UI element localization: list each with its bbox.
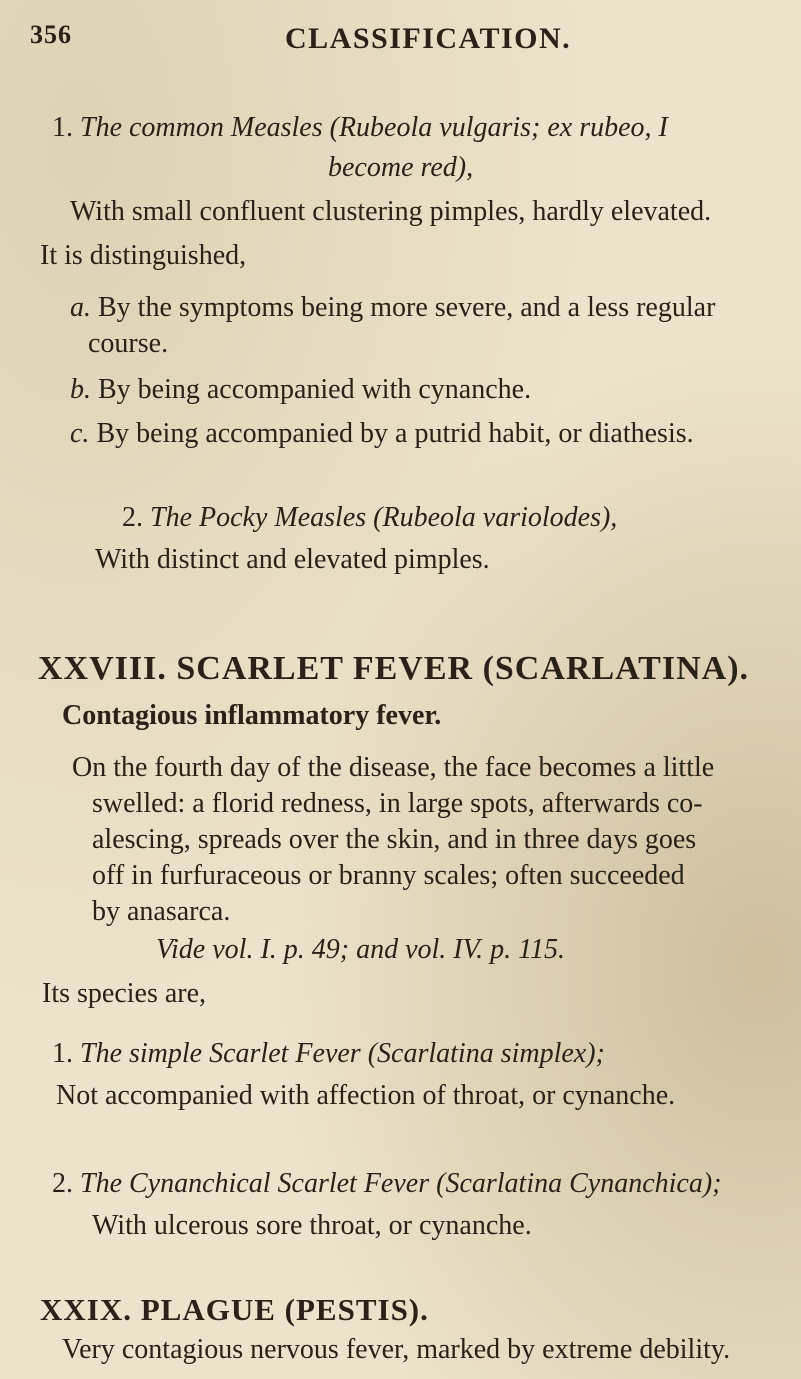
scarlet-desc-line-5: by anasarca. [92, 896, 231, 927]
scarlet-desc-line-3: alescing, spreads over the skin, and in three days goes [92, 824, 697, 855]
scarlet-desc-line-2: swelled: a florid redness, in large spots, afterwards co- [92, 788, 703, 819]
scarlet-species-label: Its species are, [42, 978, 207, 1009]
scarlet-species-2-desc: With ulcerous sore throat, or cynanche. [92, 1210, 532, 1241]
scarlet-vide-reference: Vide vol. I. p. 49; and vol. IV. p. 115. [156, 934, 566, 965]
scarlet-desc-line-1: On the fourth day of the disease, the face becomes a little [72, 752, 715, 783]
distinction-a: a. By the symptoms being more severe, and a less regular [70, 292, 716, 323]
plague-desc: Very contagious nervous fever, marked by extreme debility. [62, 1334, 731, 1365]
page-number: 356 [30, 20, 72, 49]
measles-species-1: 1. The common Measles (Rubeola vulgaris; ex rubeo, I [52, 112, 668, 143]
scarlet-species-1-desc: Not accompanied with affection of throat, or cynanche. [56, 1080, 676, 1111]
scarlet-species-2: 2. The Cynanchical Scarlet Fever (Scarlatina Cynanchica); [52, 1168, 722, 1199]
measles-species-2: 2. The Pocky Measles (Rubeola variolodes), [122, 502, 618, 533]
scarlet-fever-subtitle: Contagious inflammatory fever. [62, 700, 442, 731]
distinction-b: b. By being accompanied with cynanche. [70, 374, 532, 405]
scarlet-fever-heading: XXVIII. SCARLET FEVER (SCARLATINA). [38, 650, 750, 687]
distinction-c: c. By being accompanied by a putrid habit, or diathesis. [70, 418, 694, 449]
plague-heading: XXIX. PLAGUE (PESTIS). [40, 1292, 429, 1327]
distinction-a-cont: course. [88, 328, 169, 359]
distinguished-label: It is distinguished, [40, 240, 247, 271]
running-title: CLASSIFICATION. [285, 22, 572, 55]
measles-species-2-desc: With distinct and elevated pimples. [95, 544, 490, 575]
measles-species-1-cont: become red), [328, 152, 474, 183]
measles-species-1-desc: With small confluent clustering pimples, hardly elevated. [70, 196, 712, 227]
scarlet-desc-line-4: off in furfuraceous or branny scales; often succeeded [92, 860, 685, 891]
scarlet-species-1: 1. The simple Scarlet Fever (Scarlatina simplex); [52, 1038, 605, 1069]
